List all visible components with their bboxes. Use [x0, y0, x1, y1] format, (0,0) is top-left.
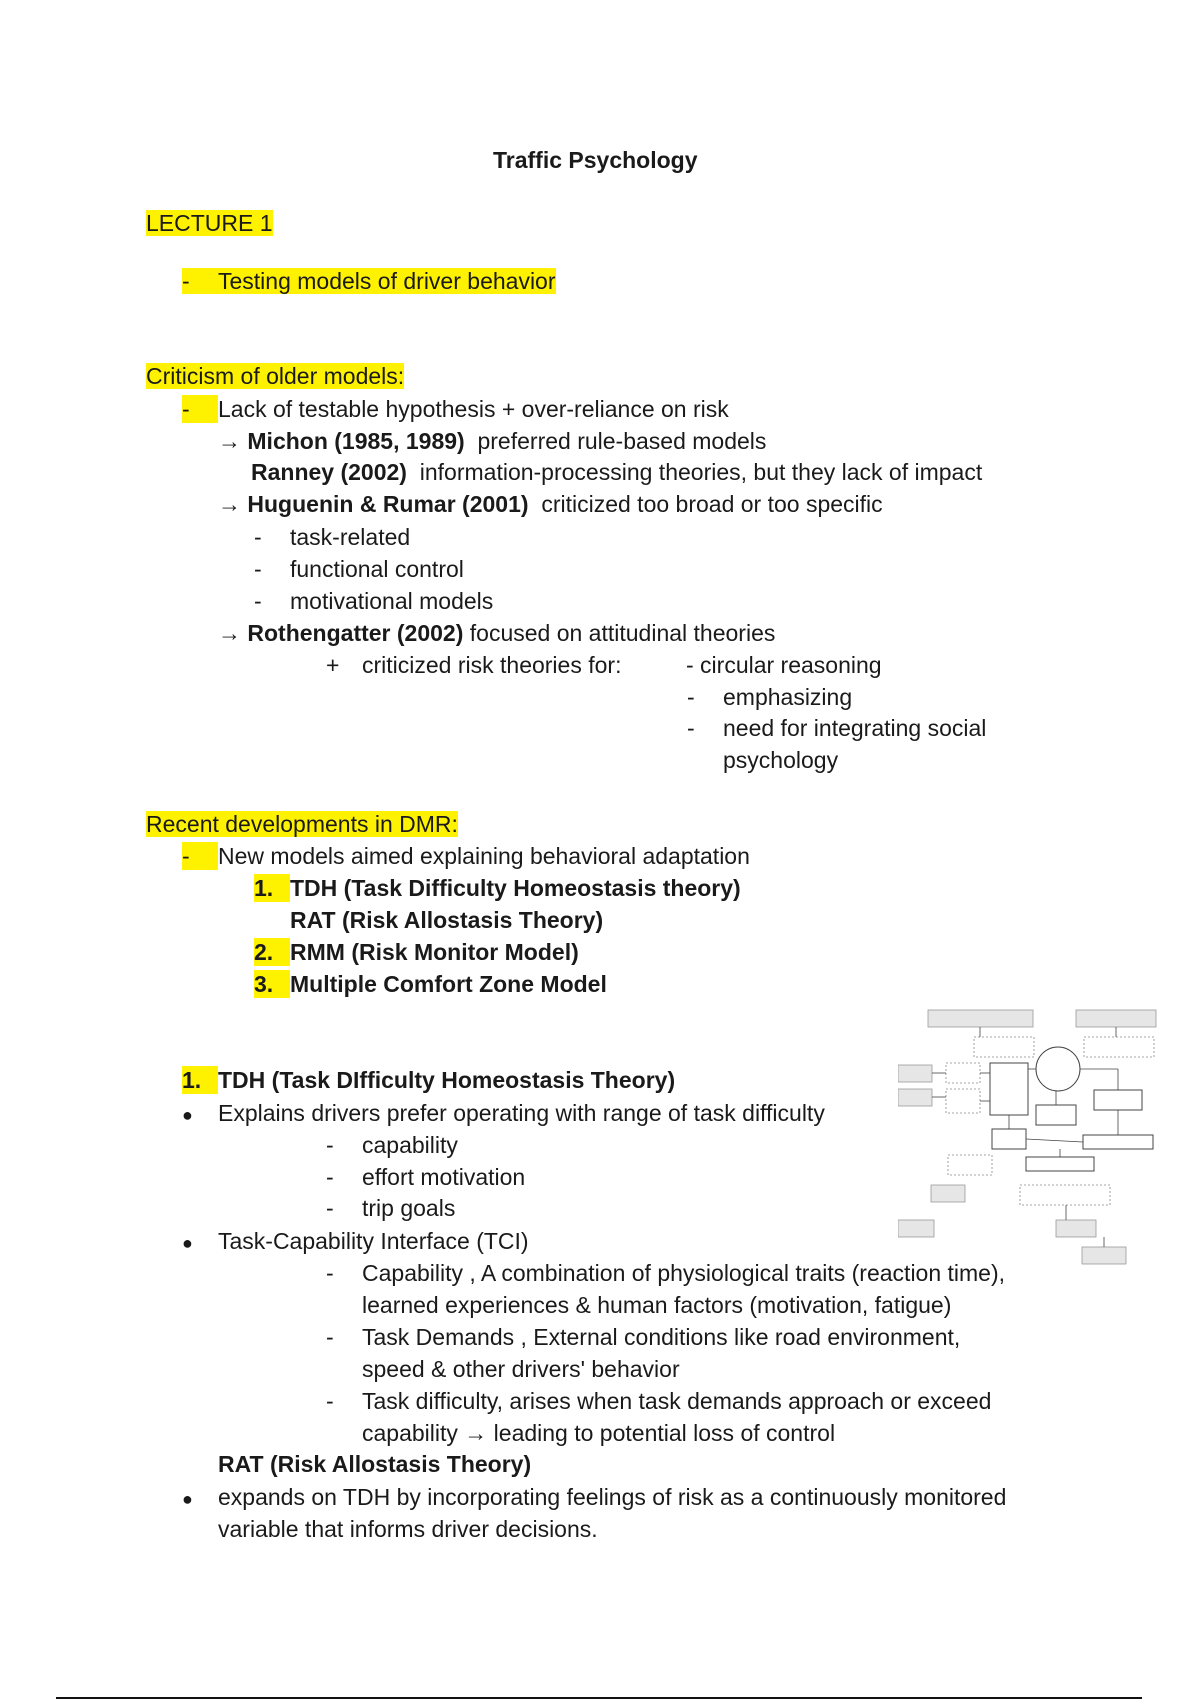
arrow-icon: →	[218, 428, 241, 454]
bullet-marker: ●	[182, 1233, 193, 1253]
diagram-box	[1036, 1105, 1076, 1125]
list-item-text: functional control	[290, 556, 464, 582]
diagram-box	[946, 1063, 980, 1083]
criticism-heading-text: Criticism of older models:	[146, 363, 405, 389]
list-item	[254, 555, 464, 583]
diagram-box	[990, 1063, 1028, 1115]
page-title: Traffic Psychology	[493, 147, 698, 173]
diagram-comparator	[1036, 1047, 1080, 1091]
dash-marker: -	[326, 1388, 334, 1414]
plus-marker: +	[326, 652, 340, 678]
topic-text: Testing models of driver behavior	[218, 268, 556, 294]
dash-marker: -	[326, 1260, 334, 1286]
list-item	[254, 587, 493, 615]
recent-point-text: New models aimed explaining behavioral adaptation	[218, 843, 750, 869]
model-number: 2.	[254, 938, 290, 966]
diagram-box	[898, 1065, 932, 1082]
list-item	[326, 1131, 458, 1159]
list-item-text: emphasizing	[723, 684, 853, 710]
bullet-item	[182, 1099, 825, 1129]
dash-marker: -	[182, 395, 218, 423]
model-text: RAT (Risk Allostasis Theory)	[290, 907, 604, 933]
dash-marker: -	[182, 268, 190, 294]
diagram-box	[1094, 1090, 1142, 1110]
bullet-item	[182, 1483, 1006, 1513]
huguenin-ref: Huguenin & Rumar (2001)	[247, 491, 529, 517]
rat-heading: RAT (Risk Allostasis Theory)	[218, 1451, 532, 1477]
list-item	[254, 523, 410, 551]
rothengatter-ref: Rothengatter (2002)	[247, 620, 464, 646]
list-item	[687, 683, 852, 711]
model-item	[254, 938, 579, 966]
diagram-box	[948, 1155, 992, 1175]
section-number: 1.	[182, 1066, 218, 1094]
list-item-text: effort motivation	[362, 1164, 526, 1190]
model-text: Multiple Comfort Zone Model	[290, 971, 607, 997]
model-item	[254, 970, 607, 998]
diagram-box	[931, 1185, 965, 1202]
diagram-box	[946, 1089, 980, 1113]
list-item	[326, 1194, 455, 1222]
tdh-heading	[182, 1066, 675, 1094]
rothengatter-line	[218, 619, 775, 647]
dash-marker: -	[326, 1324, 334, 1350]
topic-highlight	[182, 268, 556, 294]
diagram-box	[898, 1220, 934, 1237]
diagram-box	[992, 1129, 1026, 1149]
criticism-point-text: Lack of testable hypothesis + over-reliance on risk	[218, 396, 729, 422]
diagram-box	[1020, 1185, 1110, 1205]
risk-text: criticized risk theories for:	[362, 652, 622, 678]
list-item-continuation: learned experiences & human factors (motivation, fatigue)	[362, 1292, 952, 1318]
diagram-arrow	[1026, 1139, 1083, 1142]
bullet-marker: ●	[182, 1489, 193, 1509]
dash-marker: -	[687, 715, 695, 741]
model-number: 3.	[254, 970, 290, 998]
list-item	[326, 1163, 525, 1191]
list-item-text: Task Demands , External conditions like road environment,	[362, 1324, 961, 1350]
bullet-text: expands on TDH by incorporating feelings of risk as a continuously monitored	[218, 1484, 1007, 1510]
list-item-text: need for integrating social	[723, 715, 987, 741]
michon-line	[218, 427, 766, 455]
list-item-text: task-related	[290, 524, 411, 550]
model-item	[254, 906, 603, 934]
rothengatter-text: focused on attitudinal theories	[469, 620, 776, 646]
model-text: TDH (Task Difficulty Homeostasis theory)	[290, 875, 741, 901]
dash-marker: -	[182, 842, 218, 870]
risk-first: - circular reasoning	[686, 652, 882, 678]
recent-point	[182, 842, 750, 870]
list-item-continuation: psychology	[723, 747, 839, 773]
list-item-continuation: speed & other drivers' behavior	[362, 1356, 680, 1382]
arrow-icon: →	[218, 620, 241, 646]
diagram-box	[1076, 1010, 1156, 1027]
model-number: 1.	[254, 874, 290, 902]
diagram-box	[898, 1089, 932, 1106]
dash-marker: -	[254, 588, 262, 614]
criticism-point	[182, 395, 729, 423]
list-item-text: trip goals	[362, 1195, 456, 1221]
topic-item	[182, 267, 556, 295]
diagram-box	[974, 1037, 1034, 1057]
recent-heading-text: Recent developments in DMR:	[146, 811, 458, 837]
tdh-heading-text: TDH (Task DIfficulty Homeostasis Theory)	[218, 1067, 676, 1093]
bullet-marker: ●	[182, 1105, 193, 1125]
tdh-diagram	[898, 1005, 1158, 1275]
model-text: RMM (Risk Monitor Model)	[290, 939, 579, 965]
list-item	[326, 1323, 960, 1351]
ranney-ref: Ranney (2002)	[251, 459, 407, 485]
dash-marker: -	[326, 1164, 334, 1190]
diagram-box	[1084, 1037, 1154, 1057]
diagram-box	[1026, 1157, 1094, 1171]
lecture-label	[146, 209, 273, 237]
michon-ref: Michon (1985, 1989)	[247, 428, 465, 454]
risk-line	[326, 651, 621, 679]
list-item-text: Capability , A combination of physiological traits (reaction time),	[362, 1260, 1006, 1286]
dash-marker: -	[326, 1132, 334, 1158]
list-item	[687, 714, 986, 742]
bullet-text: Task-Capability Interface (TCI)	[218, 1228, 529, 1254]
arrow-icon: →	[218, 491, 241, 517]
ranney-line	[251, 458, 982, 486]
list-item	[326, 1387, 991, 1415]
list-item-text: Task difficulty, arises when task demands approach or exceed	[362, 1388, 992, 1414]
bullet-text: Explains drivers prefer operating with range of task difficulty	[218, 1100, 825, 1126]
criticism-heading	[146, 362, 404, 390]
diagram-box	[928, 1010, 1033, 1027]
diagram-box	[1083, 1135, 1153, 1149]
bullet-item	[182, 1227, 529, 1257]
list-item-text: capability	[362, 1132, 458, 1158]
bottom-rule	[56, 1697, 1142, 1699]
bullet-continuation: variable that informs driver decisions.	[218, 1516, 598, 1542]
dash-marker: -	[687, 684, 695, 710]
list-item-text: motivational models	[290, 588, 494, 614]
huguenin-line	[218, 490, 883, 518]
michon-text: preferred rule-based models	[477, 428, 767, 454]
huguenin-text: criticized too broad or too specific	[541, 491, 883, 517]
diagram-box	[1082, 1247, 1126, 1264]
diagram-box	[1056, 1220, 1096, 1237]
ranney-text: information-processing theories, but they lack of impact	[419, 459, 983, 485]
dash-marker: -	[254, 524, 262, 550]
model-item	[254, 874, 741, 902]
list-item-continuation: capability → leading to potential loss of control	[362, 1420, 836, 1446]
dash-marker: -	[326, 1195, 334, 1221]
dash-marker: -	[254, 556, 262, 582]
recent-heading	[146, 810, 458, 838]
lecture-text: LECTURE 1	[146, 210, 273, 236]
